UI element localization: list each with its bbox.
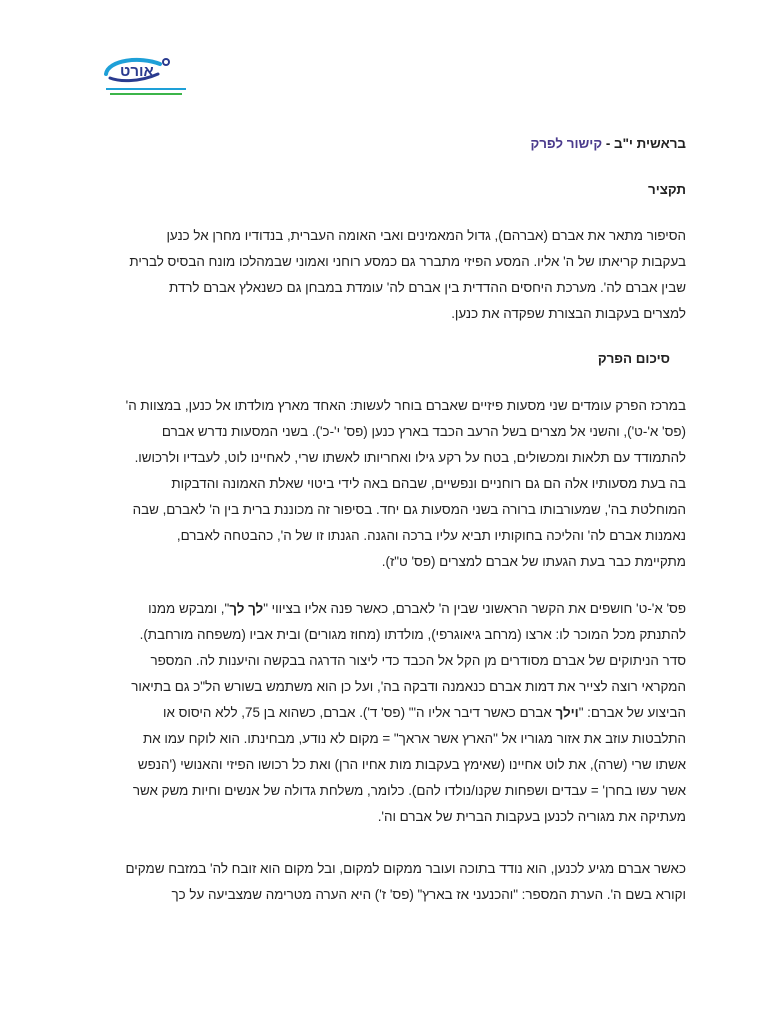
heading-summary: תקציר (647, 182, 686, 197)
title-main: בראשית י"ב - (602, 136, 686, 151)
logo (100, 52, 190, 100)
text-line (86, 700, 686, 726)
text-line (86, 596, 686, 622)
text-run: אברם כאשר דיבר אליו ה'" (פס' ד'). אברם, כשהוא בן 75, ללא היסוס או (163, 705, 556, 720)
heading-chapter-summary: סיכום הפרק (597, 351, 670, 366)
text-line: התלבטות עוזב את אזור מגוריו אל "הארץ אשר אראך" = מקום לא נודע, מבחינתו. הוא לוקח עמו את (143, 731, 686, 746)
text-run: פס' א'-ט' חושפים את הקשר הראשוני שבין ה' לאברם, כאשר פנה אליו בציווי " (263, 601, 686, 616)
paragraph-verses-1-9 (86, 596, 686, 830)
text-line: (פס' א'-ט'), והשני אל מצרים בשל הרעב הכבד בארץ כנען (פס' י'-כ'). בשני המסעות נדרש אברם (161, 424, 686, 439)
keyword-vayelech: וילך (555, 705, 579, 720)
svg-text:אורט: אורט (120, 63, 154, 80)
text-line: סדר הניתוקים של אברם מסודרים מן הקל אל הכבד כדי ליצור הדרגה בבקשה והיענות לה. המספר (150, 653, 686, 668)
text-line: מעתיקה את מגוריה לכנען בעקבות הברית של אברם וה'. (377, 809, 686, 824)
text-line: נאמנות אברם לה' והליכה בחוקותיו תביא עליו ברכה והגנה. הגנתו זו של ה', כהבטחה לאברם, (176, 528, 686, 543)
chapter-link[interactable]: קישור לפרק (530, 136, 603, 151)
text-line: מתקיימת כבר בעת הגעתו של אברם למצרים (פס' ט"ז). (381, 554, 686, 569)
logo-text-icon (100, 52, 190, 100)
text-line: להתמודד עם תלאות ומכשולים, בטח על רקע גילו ואחריותו לאשתו שרי, לאחיינו לוט, לעבדיו ולרכושו. (134, 450, 686, 465)
text-line: אשתו שרי (שרה), את לוט אחיינו (שאימץ בעקבות מות אחיו הרן) ואת כל רכושו הפיזי והאנושי ('הנפש (137, 757, 686, 772)
text-line: למצרים בעקבות הבצורת שפקדה את כנען. (451, 306, 686, 321)
text-line: בעקבות קריאתו של ה' אליו. המסע הפיזי מתברר גם כמסע רוחני ואמוני שבמהלכו מונח הבסיס לברית (129, 254, 686, 269)
text-line: המקראי רוצה לצייר את דמות אברם כנאמנה ודבקה בה', ועל כן הוא משתמש בשורש הל"כ גם בתיאור (131, 679, 686, 694)
page-title (530, 136, 686, 151)
text-line: וקורא בשם ה'. הערת המספר: "והכנעני אז בארץ" (פס' ז') היא הערה מטרימה שמצביעה על כך (171, 887, 686, 902)
text-run: הביצוע של אברם: " (578, 705, 686, 720)
text-line: בה בעת מסעותיו אלה הם גם רוחניים ונפשיים, שבהם באה לידי ביטוי שאלת האמונה והדבקות (171, 476, 686, 491)
text-line: אשר עשו בחרן' = עבדים ושפחות שקנו/נולדו להם). כלומר, משלחת גדולה של אנשים וחיות משק אשר (132, 783, 686, 798)
text-line: כאשר אברם מגיע לכנען, הוא נודד בתוכה ועובר ממקום למקום, ובל מקום הוא זובח לה' במזבח שמקים (125, 861, 686, 876)
text-line: במרכז הפרק עומדים שני מסעות פיזיים שאברם בוחר לעשות: האחד מארץ מולדתו אל כנען, במצוות ה' (125, 398, 686, 413)
text-line: שבין אברם לה'. מערכת היחסים ההדדית בין אברם לה' עומדת במבחן גם כשנאלץ אברם לרדת (168, 280, 686, 295)
text-line: הסיפור מתאר את אברם (אברהם), גדול המאמינים ואבי האומה העברית, בנדודיו מחרן אל כנען (166, 228, 686, 243)
paragraph-chapter-overview (86, 393, 686, 575)
text-line: המוחלטת בה', שמעורבותו ברורה בשני המסעות גם יחד. בסיפור זה מכוננת ברית בין ה' לאברם, שבה (132, 502, 686, 517)
text-line: להתנתק מכל המוכר לו: ארצו (מרחב גיאוגרפי), מולדתו (מחוז מגורים) ובית אביו (משפחה מורחבת). (139, 627, 686, 642)
paragraph-arrival-canaan (86, 856, 686, 908)
keyword-lech-lecha: לך לך (229, 601, 264, 616)
paragraph-summary (86, 223, 686, 327)
text-run: ", ומבקש ממנו (148, 601, 230, 616)
